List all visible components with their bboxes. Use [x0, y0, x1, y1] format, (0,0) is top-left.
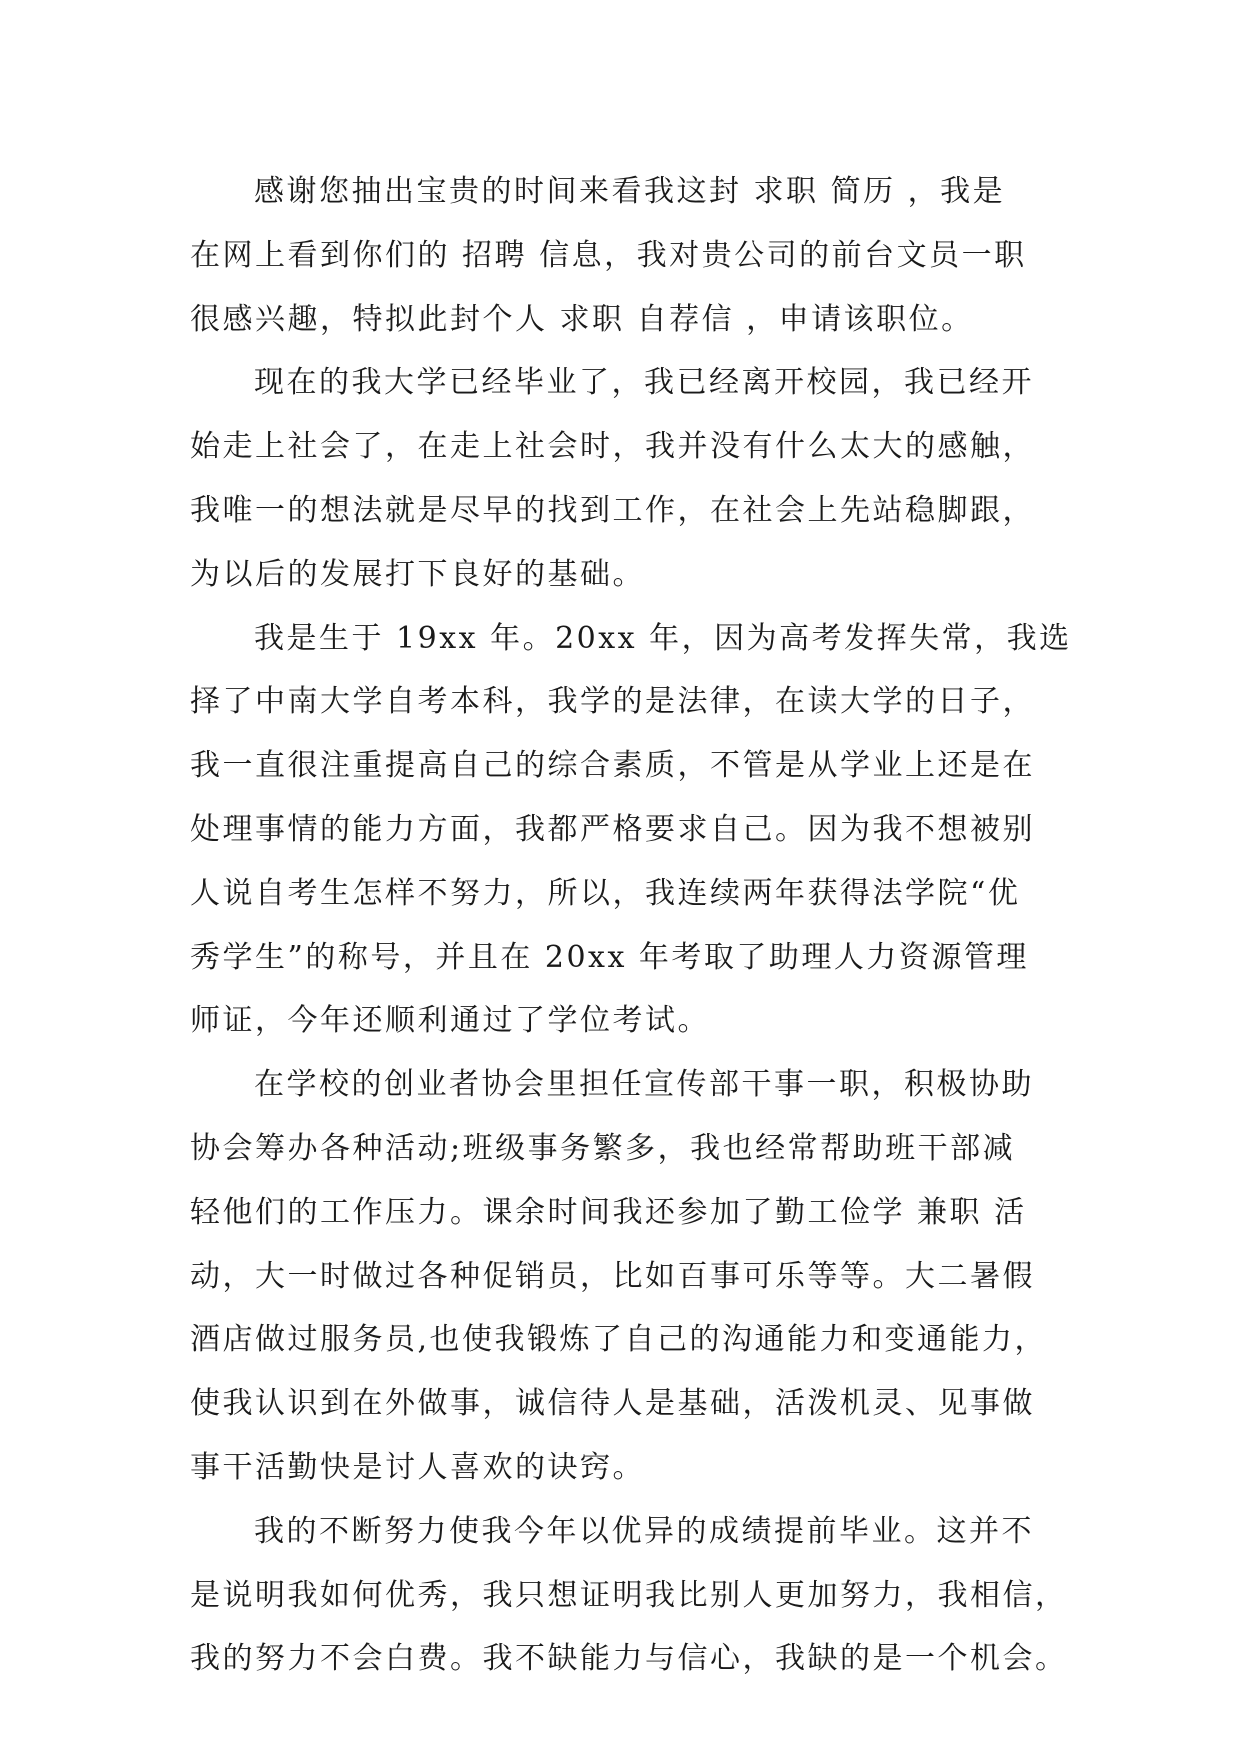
text-line: 人说自考生怎样不努力，所以，我连续两年获得法学院“优 — [190, 875, 1021, 911]
paragraph-closing — [190, 1500, 1068, 1691]
text-line: 在学校的创业者协会里担任宣传部干事一职，积极协助 — [254, 1067, 1034, 1103]
text-line: 在网上看到你们的 招聘 信息，我对贵公司的前台文员一职 — [190, 237, 1027, 273]
paragraph-graduation — [190, 351, 1060, 606]
text-line: 始走上社会了，在走上社会时，我并没有什么太大的感触， — [190, 429, 1035, 465]
paragraph-activities — [190, 1053, 1060, 1500]
text-line: 动，大一时做过各种促销员，比如百事可乐等等。大二暑假 — [190, 1258, 1035, 1294]
text-line: 为以后的发展打下良好的基础。 — [190, 556, 645, 592]
text-line: 事干活勤快是讨人喜欢的诀窍。 — [190, 1449, 645, 1485]
text-line: 使我认识到在外做事，诚信待人是基础，活泼机灵、见事做 — [190, 1386, 1035, 1422]
text-line: 择了中南大学自考本科，我学的是法律，在读大学的日子， — [190, 684, 1035, 720]
text-line: 师证，今年还顺利通过了学位考试。 — [190, 1003, 710, 1039]
text-line: 我的不断努力使我今年以优异的成绩提前毕业。这并不 — [254, 1513, 1034, 1549]
text-line: 感谢您抽出宝贵的时间来看我这封 求职 简历 ，我是 — [254, 174, 1006, 209]
text-line: 秀学生”的称号，并且在 20xx 年考取了助理人力资源管理 — [190, 939, 1029, 975]
text-line: 我的努力不会白费。我不缺能力与信心，我缺的是一个机会。 — [190, 1641, 1068, 1677]
text-line: 轻他们的工作压力。课余时间我还参加了勤工俭学 兼职 活 — [190, 1194, 1027, 1230]
cover-letter-body — [190, 160, 1072, 1691]
text-line: 现在的我大学已经毕业了，我已经离开校园，我已经开 — [254, 365, 1034, 401]
text-line: 我一直很注重提高自己的综合素质，不管是从学业上还是在 — [190, 748, 1035, 784]
paragraph-intro — [190, 160, 1060, 351]
text-line: 我是生于 19xx 年。20xx 年，因为高考发挥失常，我选 — [254, 620, 1072, 656]
paragraph-education — [190, 607, 1072, 1054]
text-line: 是说明我如何优秀，我只想证明我比别人更加努力，我相信， — [190, 1577, 1068, 1613]
text-line: 处理事情的能力方面，我都严格要求自己。因为我不想被别 — [190, 811, 1035, 847]
text-line: 很感兴趣，特拟此封个人 求职 自荐信 ，申请该职位。 — [190, 301, 974, 337]
text-line: 我唯一的想法就是尽早的找到工作，在社会上先站稳脚跟， — [190, 492, 1035, 528]
text-line: 酒店做过服务员,也使我锻炼了自己的沟通能力和变通能力， — [190, 1322, 1048, 1358]
text-line: 协会筹办各种活动;班级事务繁多，我也经常帮助班干部减 — [190, 1130, 1016, 1166]
